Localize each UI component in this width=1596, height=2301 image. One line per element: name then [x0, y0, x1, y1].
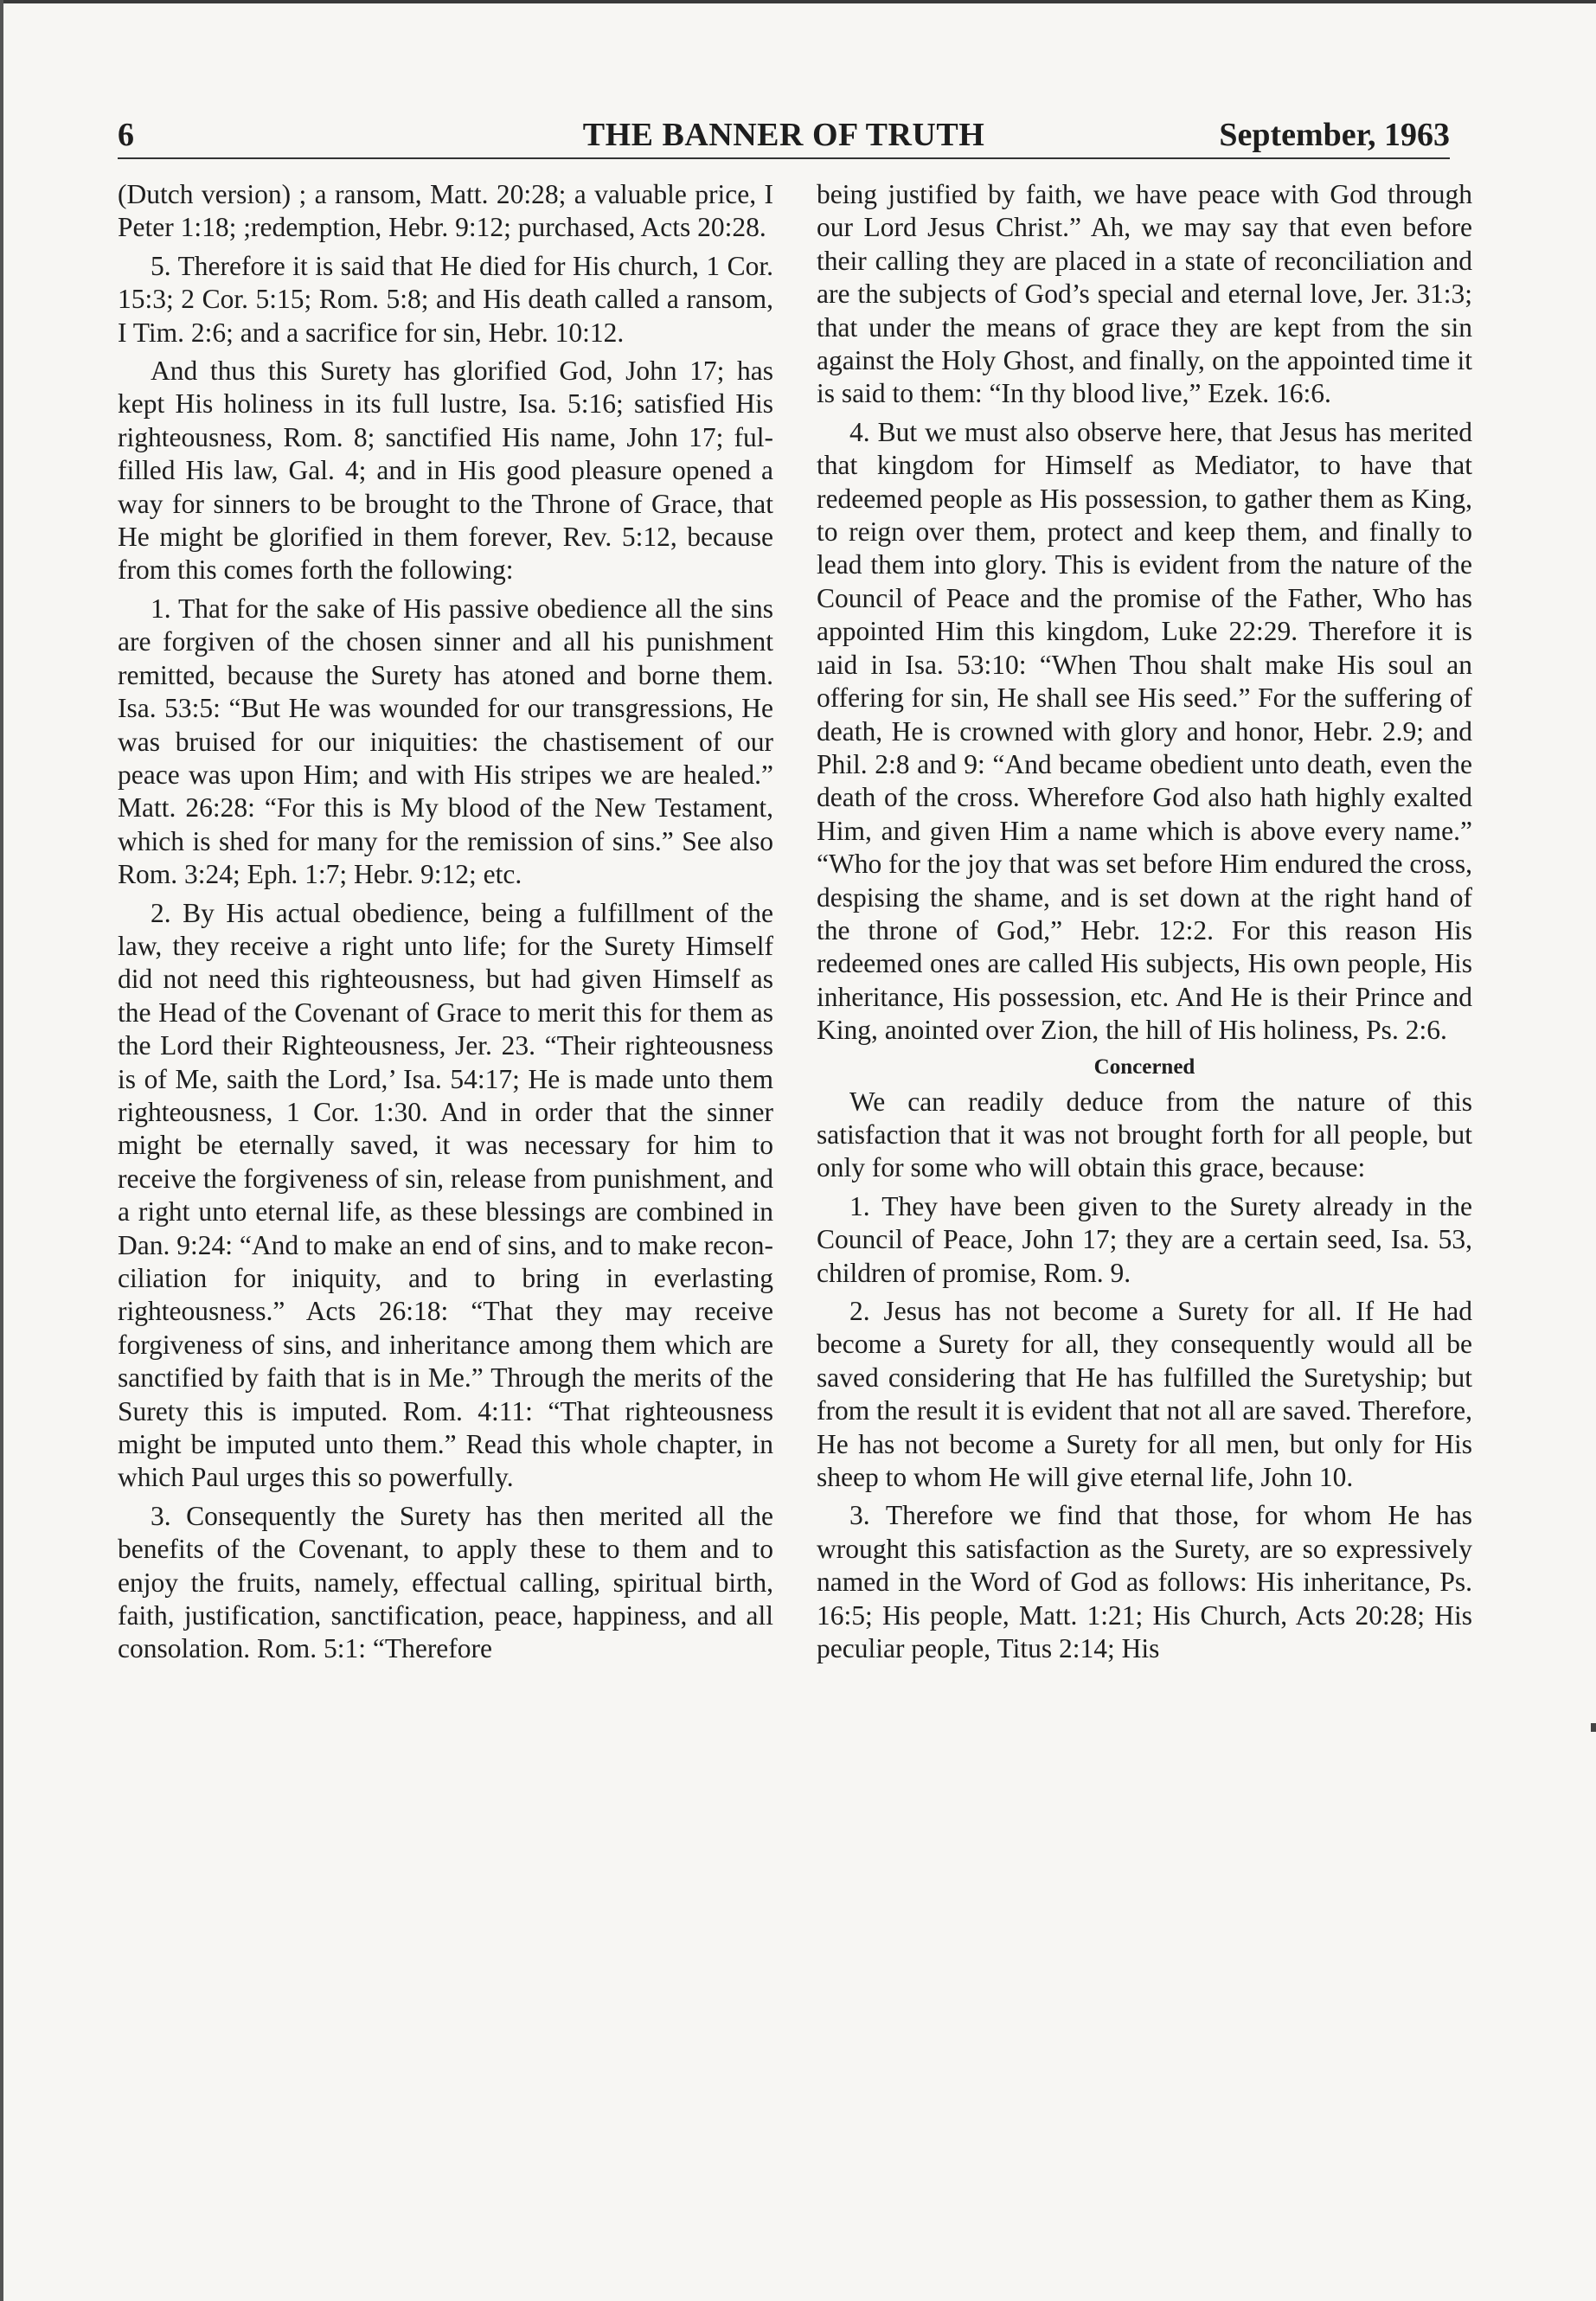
paragraph: 1. That for the sake of His passive obedience all the sins are forgiven of the chosen sinner and all his punishment remitted, because the Surety has atoned and borne them. Isa. 53:5: “But He was wounded for our transgressions, He was bruised for our iniquities: the chastisement of our peace was upon Him; and with His stripes we are healed.” Matt. 26:28: “For this is My blood of the New Testament, which is shed for many for the remission of sins.” See also Rom. 3:24; Eph. 1:7; Hebr. 9:12; etc. — [118, 593, 773, 890]
paragraph: And thus this Surety has glorified God, John 17; has kept His holiness in its full lustre, Isa. 5:16; satisfied His righteousness, Rom. 8; sanctified His name, John 17; fulfilled His law, Gal. 4; and in His good pleasure opened a way for sinners to be brought to the Throne of Grace, that He might be glorified in them forever, Rev. 5:12, because from this comes forth the following: — [118, 356, 773, 586]
masthead-title: THE BANNER OF TRUTH — [582, 117, 985, 153]
paragraph: 3. Therefore we find that those, for whom He has wrought this satisfaction as the Surety, are so expressively named in the Word of God as follows: His inheritance, Ps. 16:5; His people, Matt. 1:21; His Church, Acts 20:28; His peculiar people, Titus 2:14; His — [817, 1500, 1472, 1664]
paragraph: being justified by faith, we have peace with God through our Lord Jesus Christ.” Ah, we may say that even before their calling they are placed in a state of reconciliation and are the subjects of God’s special and eternal love, Jer. 31:3; that under the means of grace they are kept from the sin against the Holy Ghost, and finally, on the appointed time it is said to them: “In thy blood live,” Ezek. 16:6. — [817, 179, 1472, 409]
paragraph: 2. Jesus has not become a Surety for all. If He had become a Surety for all, they consequently would all be saved considering that He has fulfilled the Suretyship; but from the result it is evident that not all are saved. Therefore, He has not become a Surety for all men, but only for His sheep to whom He will give eternal life, John 10. — [817, 1296, 1472, 1493]
paragraph: 3. Consequently the Surety has then merited all the benefits of the Covenant, to apply these to them and to enjoy the fruits, namely, effectual calling, spiritual birth, faith, justification, sanctification, peace, happiness, and all consolation. Rom. 5:1: “Therefore — [118, 1500, 773, 1664]
scan-edge-mark — [1591, 1723, 1596, 1732]
paragraph: 4. But we must also observe here, that Jesus has merited that kingdom for Himself as Mediator, to have that redeemed people as His possession, to gather them as King, to reign over them, protect and keep them, and finally to lead them into glory. This is evident from the nature of the Council of Peace and the promise of the Father, Who has appointed Him this kingdom, Luke 22:29. Therefore it is ıaid in Isa. 53:10: “When Thou shalt make His soul an offering for sin, He shall see His seed.” For the suffering of death, He is crowned with glory and honor, Hebr. 2.9; and Phil. 2:8 and 9: “And became obedient unto death, even the death of the cross. Wherefore God also hath highly exalted Him, and given Him a name which is above every name.” “Who for the joy that was set before Him endured the cross, despising the shame, and is set down at the right hand of the throne of God,” Hebr. 12:2. For this reason His redeemed ones are called His subjects, His own people, His inheritance, His possession, etc. And He is their Prince and King, anointed over Zion, the hill of His holiness, Ps. 2:6. — [817, 416, 1472, 1046]
page-left-edge — [0, 0, 3, 2301]
left-column — [118, 178, 773, 1671]
page-top-edge — [0, 0, 1596, 3]
paragraph: 1. They have been given to the Surety already in the Council of Peace, John 17; they are a certain seed, Isa. 53, children of promise, Rom. 9. — [817, 1190, 1472, 1288]
paragraph: 2. By His actual obedience, being a fulfillment of the law, they receive a right unto life; for the Surety Himself did not need this righteousness, but had given Himself as the Head of the Covenant of Grace to merit this for them as the Lord their Righteousness, Jer. 23. “Their righteousness is of Me, saith the Lord,’ Isa. 54:17; He is made unto them righteousness, 1 Cor. 1:30. And in order that the sinner might be eternally saved, it was necessary for him to receive the forgiveness of sin, release from punishment, and a right unto eternal life, as these blessings are combined in Dan. 9:24: “And to make an end of sins, and to make reconciliation for iniquity, and to bring in everlasting righteousness.” Acts 26:18: “That they may receive forgiveness of sins, and inheritance among them which are sanctified by faith that is in Me.” Through the merits of the Surety this is imputed. Rom. 4:11: “That righteousness might be imputed unto them.” Read this whole chapter, in which Paul urges this so powerfully. — [118, 897, 773, 1493]
paragraph: 5. Therefore it is said that He died for His church, 1 Cor. 15:3; 2 Cor. 5:15; Rom. 5:8; and His death called a ransom, I Tim. 2:6; and a sacrifice for sin, Hebr. 10:12. — [118, 250, 773, 348]
page-number: 6 — [118, 117, 134, 153]
right-column — [817, 178, 1472, 1670]
paragraph: (Dutch version) ; a ransom, Matt. 20:28; a valuable price, I Peter 1:18; ;redemption, Hebr. 9:12; purchased, Acts 20:28. — [118, 179, 773, 243]
paragraph: We can readily deduce from the nature of this satisfaction that it was not brought forth for all people, but only for some who will obtain this grace, because: — [817, 1086, 1472, 1183]
section-subheading: Concerned — [1093, 1054, 1195, 1079]
issue-date: September, 1963 — [1219, 117, 1450, 153]
running-header — [118, 114, 1450, 159]
